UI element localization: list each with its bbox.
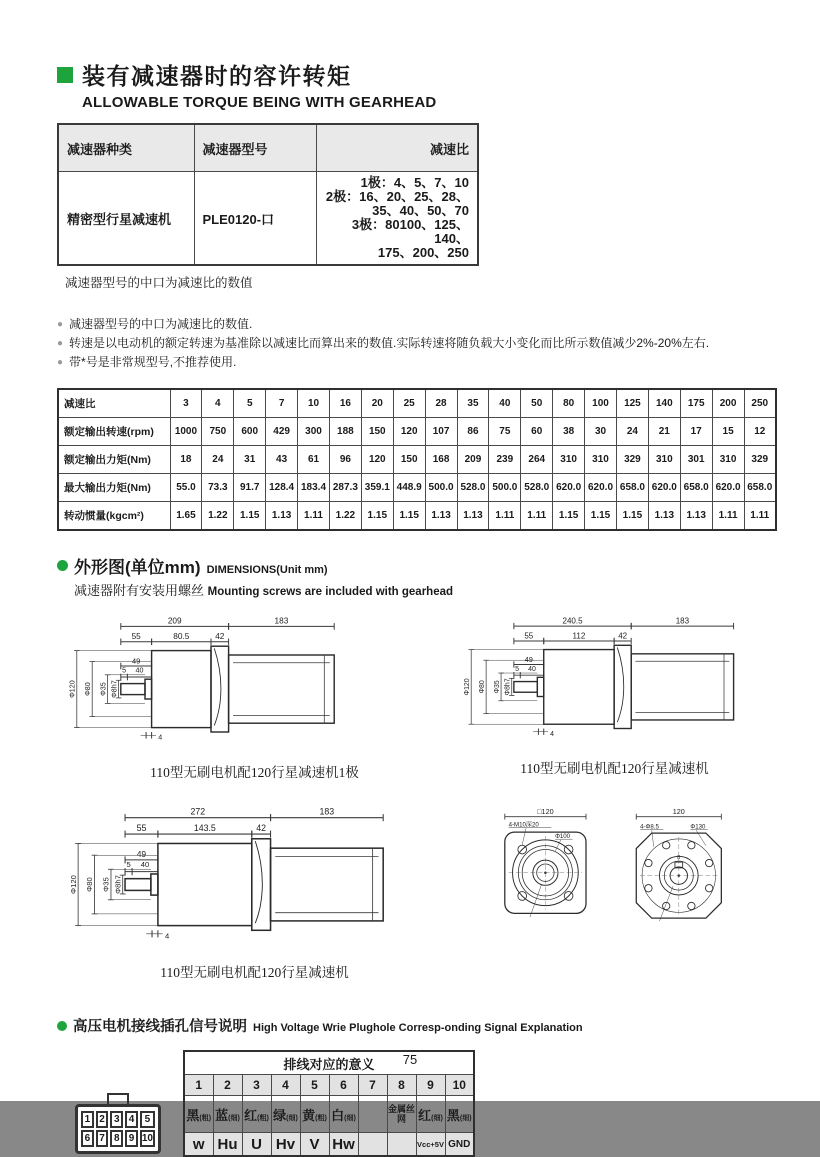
spec-row-label: 转动惯量(kgcm²) [58, 502, 170, 531]
signal-wire-color: 绿(细) [271, 1096, 300, 1133]
signal-pin-number: 10 [445, 1075, 474, 1096]
ratio-line: 3极：80100、125、140、 [351, 217, 469, 246]
spec-value-cell: 61 [298, 446, 330, 474]
note-text: 转速是以电动机的额定转速为基准除以减速比而算出来的数值.实际转速将随负载大小变化而比所示数值减少2%-20%左右. [69, 336, 710, 350]
ratio-line: 2极：16、20、25、28、 [325, 189, 469, 204]
signal-table-title: 排线对应的意义 [184, 1051, 474, 1075]
connector-pin: 2 [96, 1111, 109, 1128]
spec-value-cell: 528.0 [457, 474, 489, 502]
svg-text:4: 4 [164, 931, 170, 941]
spec-data-row [58, 446, 776, 474]
page-title-en: ALLOWABLE TORQUE BEING WITH GEARHEAD [82, 94, 437, 111]
spec-value-cell: 310 [585, 446, 617, 474]
spec-value-cell: 1.22 [202, 502, 234, 531]
spec-value-cell: 128.4 [266, 474, 298, 502]
signal-name: Hu [213, 1133, 242, 1157]
spec-ratio-header: 20 [361, 389, 393, 418]
spec-value-cell: 86 [457, 418, 489, 446]
spec-ratio-header: 250 [744, 389, 776, 418]
spec-value-cell: 1.13 [425, 502, 457, 531]
note-item [57, 353, 777, 372]
svg-text:5: 5 [126, 859, 131, 869]
spec-value-cell: 1.15 [585, 502, 617, 531]
signal-wire-color: 黑(细) [445, 1096, 474, 1133]
svg-text:49: 49 [131, 656, 141, 666]
spec-value-cell: 1.13 [680, 502, 712, 531]
spec-row-label: 额定输出力矩(Nm) [58, 446, 170, 474]
spec-value-cell: 168 [425, 446, 457, 474]
drawing-caption-3: 110型无刷电机配120行星减速机 [160, 965, 349, 980]
connector-pin: 1 [81, 1111, 94, 1128]
spec-value-cell: 60 [521, 418, 553, 446]
svg-text:5: 5 [515, 665, 519, 673]
connector-plug-diagram [75, 1093, 161, 1154]
spec-value-cell: 31 [234, 446, 266, 474]
spec-value-cell: 38 [553, 418, 585, 446]
svg-text:240.5: 240.5 [562, 616, 583, 626]
spec-ratio-header: 200 [712, 389, 744, 418]
drawing-figure-3 [57, 801, 452, 981]
svg-text:Φ8h7: Φ8h7 [113, 875, 123, 894]
dimensions-sub-en: Mounting screws are included with gearhead [207, 586, 454, 598]
signal-name: Hw [329, 1133, 358, 1157]
spec-value-cell: 1.11 [298, 502, 330, 531]
svg-text:Φ120: Φ120 [68, 680, 77, 698]
signal-pin-number: 3 [242, 1075, 271, 1096]
signal-pin-number: 4 [271, 1075, 300, 1096]
gearhead-ratio-cell [316, 172, 478, 266]
spec-data-row [58, 418, 776, 446]
connector-pin: 5 [140, 1111, 155, 1128]
connector-pin: 10 [140, 1130, 155, 1147]
connector-pin: 4 [125, 1111, 138, 1128]
signal-heading-zh: 高压电机接线插孔信号说明 [73, 1019, 247, 1035]
spec-value-cell: 620.0 [648, 474, 680, 502]
signal-wire-color: 金属丝网 [387, 1096, 416, 1133]
spec-value-cell: 43 [266, 446, 298, 474]
spec-value-cell: 1.11 [489, 502, 521, 531]
note-item [57, 315, 777, 334]
spec-row-label: 最大输出力矩(Nm) [58, 474, 170, 502]
spec-ratio-header: 7 [266, 389, 298, 418]
section-dot-icon [57, 560, 68, 571]
gearhead-model-table [57, 123, 479, 266]
spec-table [57, 388, 777, 531]
side-view-drawing-1 [57, 611, 387, 754]
spec-value-cell: 429 [266, 418, 298, 446]
spec-ratio-header: 3 [170, 389, 202, 418]
connector-pin: 8 [110, 1130, 123, 1147]
spec-value-cell: 1.65 [170, 502, 202, 531]
signal-heading-en: High Voltage Wrie Plughole Corresp-onding Signal Explanation [253, 1022, 583, 1034]
ratio-line: 35、40、50、70 [372, 203, 469, 218]
dimensions-heading-zh: 外形图(单位mm) [74, 558, 201, 577]
spec-ratio-header: 140 [648, 389, 680, 418]
spec-value-cell: 17 [680, 418, 712, 446]
connector-pin: 3 [110, 1111, 123, 1128]
svg-text:42: 42 [618, 631, 628, 641]
side-view-drawing-3 [57, 801, 409, 954]
signal-pin-number: 6 [329, 1075, 358, 1096]
table-header-row [58, 124, 478, 172]
spec-data-row [58, 502, 776, 531]
svg-text:Φ80: Φ80 [85, 877, 95, 892]
gearhead-type-cell: 精密型行星减速机 [58, 172, 194, 266]
section-dot-icon [57, 1021, 67, 1031]
spec-value-cell: 1.11 [521, 502, 553, 531]
signal-name [387, 1133, 416, 1157]
spec-value-cell: 15 [712, 418, 744, 446]
spec-value-cell: 658.0 [680, 474, 712, 502]
spec-value-cell: 359.1 [361, 474, 393, 502]
connector-clip-tab [107, 1093, 129, 1104]
svg-text:183: 183 [319, 806, 335, 817]
svg-text:□120: □120 [537, 807, 554, 817]
note-text: 减速器型号的中口为减速比的数值. [69, 317, 253, 331]
spec-ratio-header: 5 [234, 389, 266, 418]
signal-pin-number: 9 [416, 1075, 445, 1096]
drawing-caption-1: 110型无刷电机配120行星减速机1极 [150, 765, 359, 780]
spec-value-cell: 107 [425, 418, 457, 446]
spec-value-cell: 329 [616, 446, 648, 474]
spec-value-cell: 188 [329, 418, 361, 446]
spec-value-cell: 1.13 [457, 502, 489, 531]
spec-value-cell: 300 [298, 418, 330, 446]
spec-value-cell: 1.11 [744, 502, 776, 531]
signal-wire-color: 白(细) [329, 1096, 358, 1133]
svg-text:42: 42 [256, 823, 267, 834]
spec-value-cell: 1000 [170, 418, 202, 446]
spec-value-cell: 1.13 [266, 502, 298, 531]
svg-text:4-Φ8.5: 4-Φ8.5 [640, 823, 659, 831]
spec-value-cell: 1.15 [616, 502, 648, 531]
dimensions-heading [57, 553, 777, 578]
note-bullet-icon: ● [57, 338, 64, 349]
svg-text:80.5: 80.5 [173, 632, 190, 642]
dimensions-subheading [74, 580, 777, 599]
svg-text:Φ8h7: Φ8h7 [504, 678, 512, 696]
svg-text:183: 183 [274, 616, 289, 626]
ratio-line: 1极：4、5、7、10 [360, 175, 469, 190]
svg-text:4-M10深20: 4-M10深20 [508, 821, 539, 829]
svg-text:Φ35: Φ35 [493, 680, 501, 694]
spec-value-cell: 310 [553, 446, 585, 474]
spec-value-cell: 1.15 [393, 502, 425, 531]
drawing-figure-1 [57, 611, 452, 781]
page-title-zh: 装有减速器时的容许转矩 [82, 63, 352, 89]
spec-value-cell: 239 [489, 446, 521, 474]
spec-header-row [58, 389, 776, 418]
svg-text:5: 5 [122, 666, 127, 675]
notes-list [57, 315, 777, 372]
svg-text:Φ80: Φ80 [83, 682, 92, 696]
spec-value-cell: 620.0 [585, 474, 617, 502]
svg-text:143.5: 143.5 [193, 823, 216, 834]
signal-name: Hv [271, 1133, 300, 1157]
svg-text:40: 40 [140, 859, 150, 869]
front-view-drawing [470, 801, 760, 929]
svg-text:209: 209 [167, 616, 182, 626]
table-row [58, 172, 478, 266]
dimensions-heading-en: DIMENSIONS(Unit mm) [206, 564, 328, 576]
spec-value-cell: 600 [234, 418, 266, 446]
spec-value-cell: 287.3 [329, 474, 361, 502]
spec-ratio-header: 50 [521, 389, 553, 418]
spec-value-cell: 24 [616, 418, 648, 446]
spec-value-cell: 500.0 [489, 474, 521, 502]
spec-value-cell: 658.0 [744, 474, 776, 502]
signal-pin-number: 8 [387, 1075, 416, 1096]
spec-value-cell: 1.22 [329, 502, 361, 531]
spec-ratio-header: 40 [489, 389, 521, 418]
spec-value-cell: 120 [393, 418, 425, 446]
svg-text:Φ120: Φ120 [464, 678, 472, 696]
signal-name [358, 1133, 387, 1157]
spec-value-cell: 120 [361, 446, 393, 474]
svg-text:Φ130: Φ130 [690, 823, 706, 831]
spec-value-cell: 96 [329, 446, 361, 474]
svg-text:Φ120: Φ120 [68, 875, 78, 894]
spec-value-cell: 209 [457, 446, 489, 474]
spec-row-label: 额定输出转速(rpm) [58, 418, 170, 446]
signal-pin-number: 7 [358, 1075, 387, 1096]
spec-value-cell: 658.0 [616, 474, 648, 502]
signal-wire-color: 黄(粗) [300, 1096, 329, 1133]
spec-value-cell: 75 [489, 418, 521, 446]
svg-text:183: 183 [675, 616, 690, 626]
note-bullet-icon: ● [57, 319, 64, 330]
signal-wire-color: 红(粗) [242, 1096, 271, 1133]
svg-text:55: 55 [136, 823, 147, 834]
gearhead-model-cell: PLE0120-口 [194, 172, 316, 266]
spec-value-cell: 620.0 [712, 474, 744, 502]
spec-ratio-header: 28 [425, 389, 457, 418]
spec-ratio-header: 4 [202, 389, 234, 418]
spec-value-cell: 1.15 [553, 502, 585, 531]
spec-value-cell: 301 [680, 446, 712, 474]
svg-text:112: 112 [572, 631, 586, 641]
spec-ratio-header: 175 [680, 389, 712, 418]
drawing-figure-2 [452, 611, 777, 781]
spec-value-cell: 1.11 [712, 502, 744, 531]
spec-ratio-header: 10 [298, 389, 330, 418]
svg-text:Φ8h7: Φ8h7 [110, 680, 119, 698]
spec-value-cell: 12 [744, 418, 776, 446]
spec-value-cell: 21 [648, 418, 680, 446]
spec-value-cell: 264 [521, 446, 553, 474]
spec-value-cell: 30 [585, 418, 617, 446]
svg-text:55: 55 [524, 631, 534, 641]
spec-value-cell: 310 [648, 446, 680, 474]
section-square-icon [57, 67, 73, 83]
connector-pin-grid [75, 1104, 161, 1154]
svg-text:Φ35: Φ35 [101, 877, 111, 892]
signal-wire-color: 红(细) [416, 1096, 445, 1133]
spec-value-cell: 24 [202, 446, 234, 474]
svg-text:8: 8 [677, 855, 681, 862]
spec-corner-label: 减速比 [58, 389, 170, 418]
drawing-caption-2: 110型无刷电机配120行星减速机 [520, 761, 709, 776]
side-view-drawing-2 [452, 611, 772, 750]
svg-text:55: 55 [131, 632, 141, 642]
spec-value-cell: 1.15 [234, 502, 266, 531]
svg-text:40: 40 [528, 665, 536, 673]
signal-pin-number: 1 [184, 1075, 213, 1096]
spec-value-cell: 150 [393, 446, 425, 474]
svg-text:40: 40 [135, 666, 144, 675]
spec-ratio-header: 100 [585, 389, 617, 418]
spec-value-cell: 73.3 [202, 474, 234, 502]
connector-pin: 9 [125, 1130, 138, 1147]
signal-name: GND [445, 1133, 474, 1157]
table-caption: 减速器型号的中口为减速比的数值 [65, 276, 253, 290]
signal-name: V [300, 1133, 329, 1157]
spec-value-cell: 1.13 [648, 502, 680, 531]
col-header-gearhead-type: 减速器种类 [58, 124, 194, 172]
signal-name: Vcc+5V [416, 1133, 445, 1157]
svg-text:272: 272 [190, 806, 206, 817]
spec-value-cell: 183.4 [298, 474, 330, 502]
spec-ratio-header: 80 [553, 389, 585, 418]
svg-text:49: 49 [136, 849, 147, 859]
connector-pin: 6 [81, 1130, 94, 1147]
svg-text:Φ35: Φ35 [99, 682, 108, 696]
note-bullet-icon: ● [57, 357, 64, 368]
signal-wire-color: 黑(粗) [184, 1096, 213, 1133]
dimensions-sub-zh: 减速器附有安装用螺丝 [74, 583, 205, 598]
connector-pin: 7 [96, 1130, 109, 1147]
col-header-ratio: 减速比 [316, 124, 478, 172]
page-number: 75 [402, 1052, 418, 1067]
spec-ratio-header: 125 [616, 389, 648, 418]
svg-text:42: 42 [215, 632, 225, 642]
signal-pin-number: 5 [300, 1075, 329, 1096]
spec-data-row [58, 474, 776, 502]
spec-value-cell: 310 [712, 446, 744, 474]
spec-value-cell: 55.0 [170, 474, 202, 502]
spec-value-cell: 750 [202, 418, 234, 446]
svg-text:Φ80: Φ80 [479, 680, 486, 694]
svg-text:120: 120 [672, 807, 685, 817]
svg-text:49: 49 [524, 654, 533, 664]
spec-value-cell: 18 [170, 446, 202, 474]
spec-value-cell: 500.0 [425, 474, 457, 502]
spec-value-cell: 528.0 [521, 474, 553, 502]
signal-wire-color [358, 1096, 387, 1133]
spec-value-cell: 1.15 [361, 502, 393, 531]
signal-name: w [184, 1133, 213, 1157]
svg-text:4: 4 [158, 733, 163, 742]
spec-value-cell: 329 [744, 446, 776, 474]
spec-value-cell: 150 [361, 418, 393, 446]
spec-ratio-header: 25 [393, 389, 425, 418]
spec-value-cell: 620.0 [553, 474, 585, 502]
note-item [57, 334, 777, 353]
svg-text:Φ100: Φ100 [555, 832, 571, 840]
drawing-figure-front-views [470, 801, 777, 981]
page-title-block [57, 58, 777, 111]
ratio-line: 175、200、250 [377, 245, 469, 260]
spec-value-cell: 448.9 [393, 474, 425, 502]
signal-wire-color: 蓝(细) [213, 1096, 242, 1133]
signal-heading [57, 1015, 777, 1036]
spec-ratio-header: 35 [457, 389, 489, 418]
svg-text:4: 4 [550, 730, 554, 738]
spec-value-cell: 91.7 [234, 474, 266, 502]
signal-pin-number: 2 [213, 1075, 242, 1096]
spec-ratio-header: 16 [329, 389, 361, 418]
col-header-gearhead-model: 减速器型号 [194, 124, 316, 172]
signal-name: U [242, 1133, 271, 1157]
dimension-drawings-grid [57, 611, 777, 981]
note-text: 带*号是非常规型号,不推荐使用. [69, 355, 237, 369]
